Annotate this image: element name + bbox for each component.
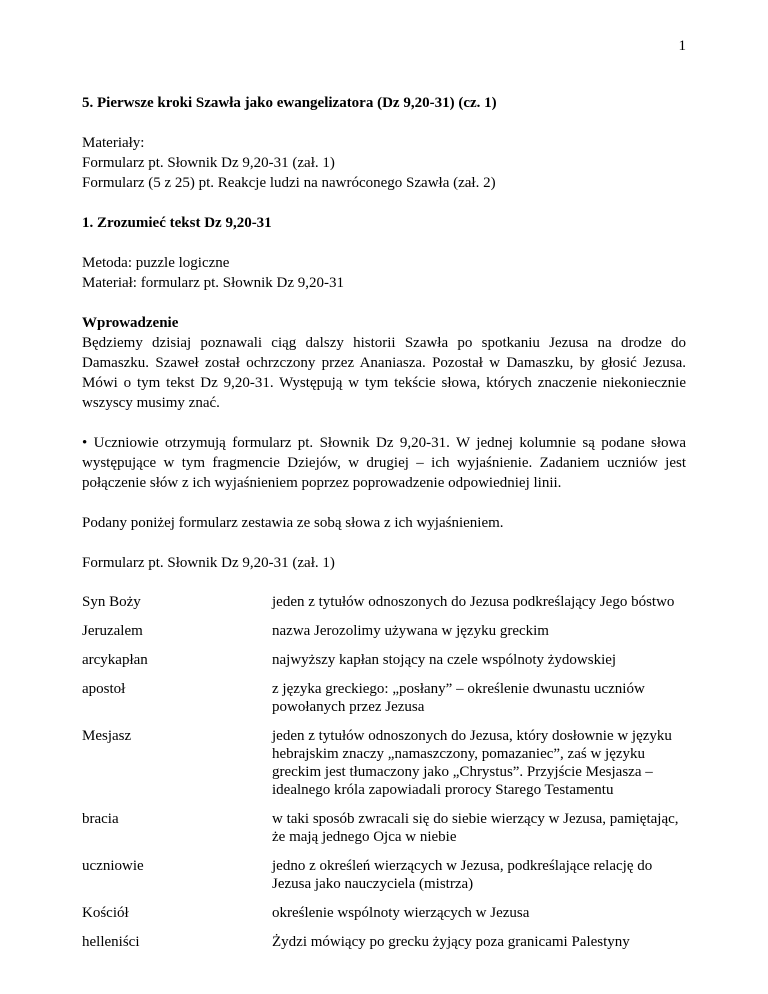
glossary-term: Jeruzalem xyxy=(82,623,143,639)
glossary-term: apostoł xyxy=(82,681,126,697)
glossary-row xyxy=(82,651,686,680)
glossary-definition: z języka greckiego: „posłany” – określenie dwunastu uczniów powołanych przez Jezusa xyxy=(272,681,645,715)
form-caption: Formularz pt. Słownik Dz 9,20-31 (zał. 1) xyxy=(82,555,335,571)
materials-label: Materiały: xyxy=(82,135,145,151)
intro-heading: Wprowadzenie xyxy=(82,315,179,331)
section-heading: 1. Zrozumieć tekst Dz 9,20-31 xyxy=(82,215,272,231)
glossary-row xyxy=(82,622,686,651)
glossary-definition: nazwa Jerozolimy używana w języku greckim xyxy=(272,623,549,639)
glossary-term: Syn Boży xyxy=(82,594,141,610)
task-paragraph: • Uczniowie otrzymują formularz pt. Słownik Dz 9,20-31. W jednej kolumnie są podane słowa występujące w tym fragmencie Dziejów, w drugiej – ich wyjaśnienie. Zadaniem uczniów jest połączenie słów z ich wyjaśnieniem poprzez poprowadzenie odpowiedniej linii. xyxy=(82,435,686,491)
glossary-row xyxy=(82,857,686,904)
glossary-row xyxy=(82,904,686,933)
glossary-term: bracia xyxy=(82,811,119,827)
glossary-term: Mesjasz xyxy=(82,728,132,744)
glossary-definition: jeden z tytułów odnoszonych do Jezusa podkreślający Jego bóstwo xyxy=(272,594,675,610)
materials-block xyxy=(82,133,686,193)
glossary-table xyxy=(82,593,686,962)
glossary-definition: jeden z tytułów odnoszonych do Jezusa, który dosłownie w języku hebrajskim znaczy „namaszczony, pomazaniec”, zaś w języku greckim jest tłumaczony jako „Chrystus”. Przyjście Mesjasza – idealnego króla zapowiadali prorocy Starego Testamentu xyxy=(272,728,672,798)
method-block xyxy=(82,253,686,293)
materials-item: Formularz (5 z 25) pt. Reakcje ludzi na nawróconego Szawła (zał. 2) xyxy=(82,175,496,191)
glossary-definition: Żydzi mówiący po grecku żyjący poza granicami Palestyny xyxy=(272,934,630,950)
glossary-term: helleniści xyxy=(82,934,140,950)
glossary-definition: w taki sposób zwracali się do siebie wierzący w Jezusa, pamiętając, że mają jednego Ojca w niebie xyxy=(272,811,679,845)
document-title: 5. Pierwsze kroki Szawła jako ewangelizatora (Dz 9,20-31) (cz. 1) xyxy=(82,95,497,111)
materials-item: Formularz pt. Słownik Dz 9,20-31 (zał. 1) xyxy=(82,155,335,171)
document-body xyxy=(82,93,686,962)
intro-paragraph: Będziemy dzisiaj poznawali ciąg dalszy historii Szawła po spotkaniu Jezusa na drodze do Damaszku. Szaweł został ochrzczony przez Ananiasza. Pozostał w Damaszku, by głosić Jezusa. Mówi o tym tekst Dz 9,20-31. Występują w tym tekście słowa, których znaczenie niekoniecznie wszyscy musimy znać. xyxy=(82,335,686,411)
glossary-term: uczniowie xyxy=(82,858,144,874)
method-line: Metoda: puzzle logiczne xyxy=(82,255,230,271)
glossary-row xyxy=(82,810,686,857)
glossary-row xyxy=(82,933,686,962)
glossary-definition: określenie wspólnoty wierzących w Jezusa xyxy=(272,905,530,921)
glossary-term: Kościół xyxy=(82,905,129,921)
glossary-definition: jedno z określeń wierzących w Jezusa, podkreślające relację do Jezusa jako nauczyciela (mistrza) xyxy=(272,858,653,892)
page-number: 1 xyxy=(678,38,686,54)
glossary-row xyxy=(82,680,686,727)
glossary-definition: najwyższy kapłan stojący na czele wspólnoty żydowskiej xyxy=(272,652,617,668)
glossary-term: arcykapłan xyxy=(82,652,148,668)
glossary-row xyxy=(82,727,686,810)
glossary-row xyxy=(82,593,686,622)
material-line: Materiał: formularz pt. Słownik Dz 9,20-31 xyxy=(82,275,345,291)
summary-paragraph: Podany poniżej formularz zestawia ze sobą słowa z ich wyjaśnieniem. xyxy=(82,515,504,531)
